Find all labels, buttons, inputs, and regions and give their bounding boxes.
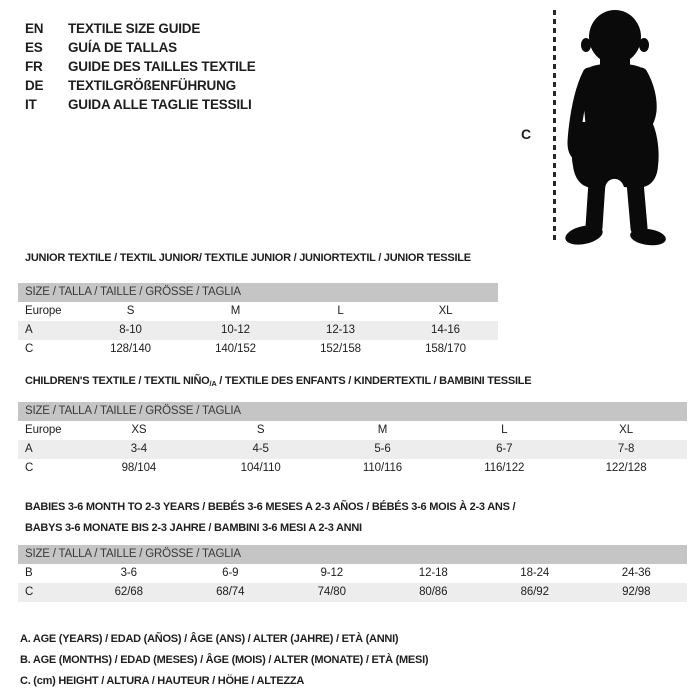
table-title-line <box>25 518 687 539</box>
size-value-cell: L <box>501 424 508 436</box>
size-value-cell: S <box>256 424 265 436</box>
table-title-text: /A <box>209 379 217 388</box>
toddler-silhouette-icon <box>548 4 698 246</box>
language-row <box>25 19 256 38</box>
size-value-cell: 62/68 <box>114 586 143 598</box>
table-title-text: CHILDREN'S TEXTILE / TEXTIL NIÑO <box>25 375 210 387</box>
height-label-c: C <box>521 126 532 142</box>
row-label: Europe <box>25 424 62 436</box>
table-row <box>18 440 687 459</box>
language-code: FR <box>25 59 43 74</box>
size-value-cell: 110/116 <box>362 462 403 474</box>
row-label: B <box>25 567 33 579</box>
size-value-cell: 18-24 <box>520 567 550 579</box>
size-value-cell: 6-7 <box>496 443 513 455</box>
table-title-text: BABIES 3-6 MONTH TO 2-3 YEARS / BEBÉS 3-6 MESES A 2-3 AÑOS / BÉBÉS 3-6 MOIS À 2-3 ANS / <box>25 501 516 513</box>
size-value-cell: 3-6 <box>120 567 137 579</box>
footnote-line: B. AGE (MONTHS) / EDAD (MESES) / ÂGE (MOIS) / ALTER (MONATE) / ETÀ (MESI) <box>20 654 429 666</box>
size-header-bar: SIZE / TALLA / TAILLE / GRÖSSE / TAGLIA <box>18 402 687 421</box>
language-title: GUIDE DES TAILLES TEXTILE <box>68 59 256 74</box>
size-value-cell: 14-16 <box>431 324 460 336</box>
childrens-table-title <box>18 374 687 391</box>
row-label: Europe <box>25 305 62 317</box>
size-value-cell: 158/170 <box>425 343 466 355</box>
table-title-line <box>25 251 498 266</box>
table-title-line <box>25 374 687 391</box>
size-value-cell: 116/122 <box>484 462 525 474</box>
babies-textile-table <box>18 497 687 602</box>
language-title-list <box>25 19 256 114</box>
size-value-cell: 12-13 <box>326 324 355 336</box>
size-value-cell: 10-12 <box>221 324 250 336</box>
table-title-text: BABYS 3-6 MONATE BIS 2-3 JAHRE / BAMBINI 3-6 MESI A 2-3 ANNI <box>25 522 362 534</box>
size-value-cell: XS <box>131 424 147 436</box>
table-row <box>18 459 687 478</box>
row-label: C <box>25 462 34 474</box>
footnote-line: A. AGE (YEARS) / EDAD (AÑOS) / ÂGE (ANS) / ALTER (JAHRE) / ETÀ (ANNI) <box>20 633 399 645</box>
language-row <box>25 38 256 57</box>
language-code: IT <box>25 97 37 112</box>
size-value-cell: L <box>337 305 344 317</box>
language-row <box>25 57 256 76</box>
size-value-cell: XL <box>619 424 634 436</box>
language-title: TEXTILE SIZE GUIDE <box>68 21 201 36</box>
table-row <box>18 564 687 583</box>
size-value-cell: M <box>377 424 388 436</box>
row-label: A <box>25 324 33 336</box>
language-row <box>25 95 256 114</box>
size-header-bar: SIZE / TALLA / TAILLE / GRÖSSE / TAGLIA <box>18 283 498 302</box>
size-value-cell: 12-18 <box>418 567 448 579</box>
size-header-bar: SIZE / TALLA / TAILLE / GRÖSSE / TAGLIA <box>18 545 687 564</box>
size-value-cell: 8-10 <box>119 324 142 336</box>
junior-table-rows <box>18 302 498 359</box>
size-value-cell: 7-8 <box>617 443 635 455</box>
row-label: C <box>25 586 34 598</box>
size-value-cell: 140/152 <box>215 343 256 355</box>
table-title-text: / TEXTILE DES ENFANTS / KINDERTEXTIL / BAMBINI TESSILE <box>216 375 532 387</box>
footnote-line: C. (cm) HEIGHT / ALTURA / HAUTEUR / HÖHE / ALTEZZA <box>20 675 305 687</box>
language-row <box>25 76 256 95</box>
language-code: EN <box>25 21 44 36</box>
size-value-cell: 104/110 <box>240 462 281 474</box>
table-row <box>18 421 687 440</box>
language-title: GUIDA ALLE TAGLIE TESSILI <box>68 97 252 112</box>
size-value-cell: 24-36 <box>621 567 651 579</box>
size-value-cell: 6-9 <box>222 567 239 579</box>
size-value-cell: 98/104 <box>121 462 157 474</box>
junior-textile-table <box>18 251 498 359</box>
size-value-cell: 92/98 <box>622 586 651 598</box>
childrens-table-rows <box>18 421 687 478</box>
junior-table-title <box>18 251 498 266</box>
table-row <box>18 321 498 340</box>
babies-table-rows <box>18 564 687 602</box>
footnote-legend <box>20 629 428 692</box>
table-row <box>18 583 687 602</box>
size-value-cell: 128/140 <box>110 343 151 355</box>
size-value-cell: S <box>126 305 135 317</box>
size-value-cell: 122/128 <box>605 462 647 474</box>
row-label: A <box>25 443 33 455</box>
size-value-cell: 80/86 <box>419 586 448 598</box>
language-title: GUÍA DE TALLAS <box>68 40 177 55</box>
size-value-cell: 74/80 <box>317 586 346 598</box>
language-title: TEXTILGRÖßENFÜHRUNG <box>68 78 236 93</box>
language-code: DE <box>25 78 44 93</box>
childrens-textile-table <box>18 374 687 478</box>
size-value-cell: 9-12 <box>320 567 344 579</box>
size-value-cell: 5-6 <box>374 443 391 455</box>
table-title-line <box>25 497 687 518</box>
size-value-cell: 86/92 <box>520 586 549 598</box>
size-value-cell: 152/158 <box>320 343 361 355</box>
size-value-cell: XL <box>438 305 453 317</box>
table-row <box>18 340 498 359</box>
babies-table-title <box>18 497 687 539</box>
size-value-cell: M <box>230 305 241 317</box>
table-title-text: JUNIOR TEXTILE / TEXTIL JUNIOR/ TEXTILE JUNIOR / JUNIORTEXTIL / JUNIOR TESSILE <box>25 252 471 264</box>
size-value-cell: 3-4 <box>130 443 148 455</box>
size-value-cell: 4-5 <box>252 443 269 455</box>
language-code: ES <box>25 40 43 55</box>
size-value-cell: 68/74 <box>216 586 245 598</box>
row-label: C <box>25 343 34 355</box>
table-row <box>18 302 498 321</box>
